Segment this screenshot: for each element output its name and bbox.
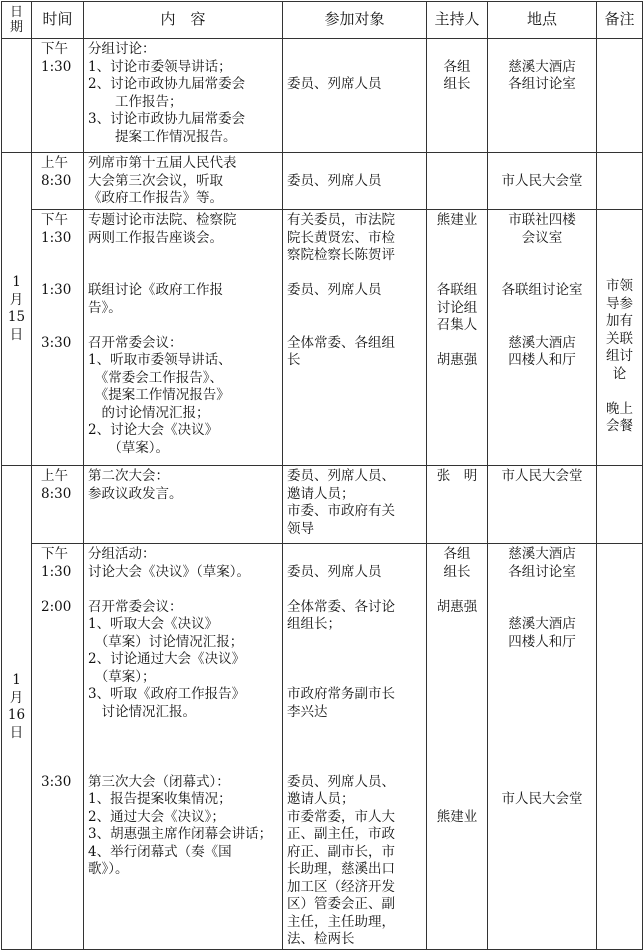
cell-line	[32, 634, 83, 652]
cell-line	[488, 686, 596, 704]
header-time: 时间	[32, 2, 84, 39]
cell-line: 长助理，慈溪出口	[287, 861, 395, 877]
cell-line: 《政府工作报告》等。	[88, 190, 223, 206]
cell-line: 3:30	[41, 334, 72, 351]
cell-line: 市委常委，市人大	[287, 808, 395, 825]
cell-line: （草案）。	[88, 439, 169, 456]
attendees-cell	[283, 153, 427, 210]
header-date-line: 期	[9, 20, 23, 35]
cell-line: 各联组讨论室	[501, 282, 583, 298]
note-cell	[597, 153, 643, 210]
host-cell	[427, 210, 488, 466]
place-cell	[488, 39, 597, 153]
cell-line: 委员、列席人员、	[287, 773, 395, 790]
time-cell	[32, 544, 84, 950]
cell-line: 慈溪大酒店	[508, 334, 576, 351]
cell-line	[488, 265, 596, 283]
date-cell-jan16	[2, 466, 32, 950]
cell-line: 市政府常务副市长	[287, 686, 395, 702]
cell-line: 导参	[606, 295, 633, 312]
cell-line: 市联社四楼	[508, 212, 576, 228]
cell-line	[283, 721, 426, 739]
header-date-line: 日	[9, 5, 23, 20]
cell-line: 胡惠强	[436, 352, 478, 368]
cell-line: 邀请人员；	[287, 791, 355, 807]
cell-line	[427, 247, 487, 265]
cell-line: 各联组	[436, 282, 478, 298]
cell-line: 召开常委会议：	[88, 334, 183, 351]
header-row	[2, 2, 643, 39]
cell-line: 歌》）。	[88, 861, 129, 877]
cell-line: 市人民大会堂	[501, 791, 583, 807]
cell-line: 1	[12, 672, 21, 689]
content-cell	[84, 39, 283, 153]
cell-line: 各组讨论室	[508, 563, 576, 580]
cell-line: 全体常委、各组组	[287, 334, 395, 351]
cell-line: 区）管委会正、副	[287, 896, 395, 912]
cell-line: 张 明	[436, 468, 478, 484]
cell-line	[488, 581, 596, 599]
cell-line: 委员、列席人员	[287, 76, 382, 92]
cell-line: （草案）；	[88, 668, 156, 685]
cell-line: 全体常委、各讨论	[287, 598, 395, 615]
cell-line	[84, 756, 282, 774]
cell-line	[32, 300, 83, 318]
cell-line	[84, 739, 282, 757]
cell-line: 讨论大会《决议》（草案）。	[88, 563, 250, 580]
cell-line: 下午	[41, 41, 68, 57]
place-cell	[488, 544, 597, 950]
cell-line	[283, 265, 426, 283]
place-cell	[488, 153, 597, 210]
cell-line	[84, 247, 282, 265]
cell-line: 1、报告提案收集情况；	[88, 791, 232, 807]
cell-line: 日	[9, 724, 24, 741]
cell-line: 委员、列席人员	[287, 563, 382, 580]
cell-line: 召集人	[436, 317, 478, 333]
host-cell	[427, 39, 488, 153]
cell-line: 大会第三次会议，听取	[88, 172, 223, 189]
cell-line: 慈溪大酒店	[508, 546, 576, 562]
cell-line	[32, 651, 83, 669]
cell-line: 日	[9, 326, 24, 343]
cell-line: 分组讨论：	[88, 41, 156, 57]
cell-line: 各组	[443, 546, 471, 562]
cell-line: 《常委会工作报告》、	[88, 369, 223, 386]
schedule-table	[1, 1, 643, 950]
cell-line: 3:30	[41, 773, 72, 790]
cell-line: 关联	[606, 330, 633, 347]
cell-line	[427, 739, 487, 757]
cell-line: 府正、副市长，市	[287, 843, 395, 860]
cell-line	[283, 756, 426, 774]
cell-line	[283, 41, 426, 59]
cell-line: 月	[9, 689, 24, 706]
cell-line: 1、听取市委领导讲话、	[88, 352, 232, 368]
cell-line: 2、讨论市政协九届常委会	[88, 76, 246, 92]
cell-line: 慈溪大酒店	[508, 616, 576, 632]
cell-line	[427, 616, 487, 634]
cell-line	[32, 265, 83, 283]
cell-line	[427, 774, 487, 792]
cell-line	[488, 300, 596, 318]
host-cell	[427, 544, 488, 950]
cell-line: 1、听取大会《决议》	[88, 616, 219, 632]
cell-line: 市人民大会堂	[501, 172, 583, 189]
cell-line: 论	[612, 365, 627, 382]
time-cell	[32, 466, 84, 544]
cell-line	[488, 669, 596, 687]
cell-line: 慈溪大酒店	[508, 58, 576, 75]
content-cell	[84, 153, 283, 210]
cell-line	[488, 317, 596, 335]
cell-line: 8:30	[41, 485, 72, 502]
cell-line: 专题讨论市法院、检察院	[88, 212, 237, 228]
cell-line	[32, 581, 83, 599]
cell-line: 有关委员，市法院	[287, 212, 395, 228]
cell-line	[283, 739, 426, 757]
cell-line	[427, 335, 487, 353]
cell-line: 主任，主任助理，	[287, 913, 395, 930]
cell-line: 下午	[41, 546, 68, 562]
cell-line: 列席市第十五届人民代表	[88, 155, 237, 171]
cell-line: 3、讨论市政协九届常委会	[88, 111, 246, 127]
cell-line	[597, 383, 642, 401]
cell-line: 下午	[41, 212, 68, 228]
cell-line	[32, 317, 83, 335]
cell-line: 《提案工作情况报告》	[88, 387, 230, 403]
cell-line	[84, 721, 282, 739]
table-row	[2, 210, 643, 466]
cell-line: 委员、列席人员	[287, 172, 382, 189]
cell-line: 院长黄贤宏、市检	[287, 229, 395, 246]
table-row	[2, 544, 643, 950]
cell-line: 4、举行闭幕式（奏《国	[88, 843, 232, 860]
cell-line	[427, 230, 487, 248]
cell-line: 领导	[287, 520, 314, 537]
cell-line: 察院检察长陈贺评	[287, 247, 395, 263]
cell-line	[283, 581, 426, 599]
cell-line: 四楼人和厅	[508, 352, 576, 368]
cell-line: 正、副主任，市政	[287, 826, 395, 842]
cell-line: 联组讨论《政府工作报	[88, 282, 223, 298]
note-cell-jan15	[597, 210, 643, 466]
cell-line: 两则工作报告座谈会。	[88, 229, 223, 246]
cell-line	[488, 721, 596, 739]
attendees-cell	[283, 39, 427, 153]
cell-line: 讨论组	[436, 299, 478, 316]
cell-line	[488, 651, 596, 669]
cell-line: 召开常委会议：	[88, 598, 183, 615]
cell-line: 胡惠强	[436, 598, 478, 615]
header-content: 内 容	[84, 2, 283, 39]
cell-line: 上午	[41, 155, 68, 171]
cell-line: 组长	[443, 563, 471, 580]
cell-line: 告》。	[88, 299, 122, 316]
cell-line: 委员、列席人员、	[287, 468, 395, 484]
date-cell-empty	[2, 39, 32, 153]
cell-line	[84, 265, 282, 283]
note-cell	[597, 466, 643, 544]
header-attendees: 参加对象	[283, 2, 427, 39]
cell-line: 第三次大会（闭幕式）：	[88, 773, 230, 790]
cell-line: 长	[287, 352, 301, 368]
cell-line	[427, 791, 487, 809]
cell-line: 李兴达	[287, 703, 328, 720]
cell-line: 四楼人和厅	[508, 633, 576, 650]
cell-line	[488, 739, 596, 757]
cell-line: 加工区（经济开发	[287, 878, 395, 895]
cell-line: 2、讨论大会《决议》	[88, 422, 219, 438]
cell-line: 的讨论情况汇报；	[88, 404, 210, 421]
cell-line	[427, 704, 487, 722]
cell-line	[32, 616, 83, 634]
cell-line: 各组	[443, 58, 471, 75]
cell-line: 会餐	[606, 418, 633, 434]
cell-line: 组长	[443, 76, 471, 92]
cell-line	[488, 41, 596, 59]
cell-line	[427, 41, 487, 59]
cell-line	[283, 651, 426, 669]
cell-line: 各组讨论室	[508, 76, 576, 92]
cell-line: 工作报告；	[88, 93, 183, 110]
cell-line: 第二次大会：	[88, 468, 169, 484]
cell-line	[84, 581, 282, 599]
cell-line	[488, 247, 596, 265]
cell-line: （草案）讨论情况汇报；	[88, 633, 244, 650]
note-cell	[597, 544, 643, 950]
cell-line: 2、讨论通过大会《决议》	[88, 651, 246, 667]
cell-line: 法、检两长	[287, 931, 355, 947]
cell-line: 分组活动：	[88, 546, 156, 562]
host-cell	[427, 466, 488, 544]
content-cell	[84, 466, 283, 544]
place-cell	[488, 466, 597, 544]
cell-line: 1:30	[41, 229, 72, 246]
cell-line: 3、听取《政府工作报告》	[88, 686, 246, 702]
header-date	[2, 2, 32, 39]
cell-line: 1	[12, 274, 21, 290]
cell-line: 2、通过大会《决议》；	[88, 808, 225, 825]
cell-line	[84, 317, 282, 335]
cell-line: 晚上	[606, 400, 633, 417]
header-place: 地点	[488, 2, 597, 39]
cell-line: 3、胡惠强主席作闭幕会讲话；	[88, 826, 273, 842]
content-cell	[84, 210, 283, 466]
attendees-cell	[283, 210, 427, 466]
cell-line	[427, 721, 487, 739]
cell-line	[283, 317, 426, 335]
cell-line	[427, 634, 487, 652]
cell-line	[427, 265, 487, 283]
cell-line	[283, 300, 426, 318]
cell-line	[488, 599, 596, 617]
cell-line: 加有	[606, 313, 633, 329]
cell-line: 提案工作情况报告。	[88, 128, 237, 145]
attendees-cell	[283, 544, 427, 950]
cell-line: 上午	[41, 468, 68, 484]
cell-line	[427, 581, 487, 599]
cell-line	[488, 756, 596, 774]
cell-line	[32, 686, 83, 704]
cell-line: 组组长；	[287, 616, 341, 632]
cell-line: 16	[7, 707, 26, 724]
cell-line: 1:30	[41, 282, 72, 298]
cell-line: 1:30	[41, 563, 72, 580]
host-cell	[427, 153, 488, 210]
cell-line	[283, 634, 426, 652]
cell-line	[32, 247, 83, 265]
cell-line	[488, 704, 596, 722]
cell-line: 1、讨论市委领导讲话；	[88, 58, 232, 75]
header-note: 备注	[597, 2, 643, 39]
cell-line	[32, 739, 83, 757]
cell-line	[32, 704, 83, 722]
cell-line: 月	[9, 291, 24, 308]
cell-line: 8:30	[41, 172, 72, 189]
cell-line	[32, 669, 83, 687]
cell-line: 熊建业	[436, 808, 478, 825]
cell-line: 2:00	[41, 598, 72, 615]
cell-line	[283, 546, 426, 564]
time-cell	[32, 39, 84, 153]
cell-line: 邀请人员；	[287, 485, 355, 502]
cell-line: 1:30	[41, 58, 72, 75]
cell-line	[283, 669, 426, 687]
cell-line: 会议室	[521, 229, 563, 246]
cell-line: 熊建业	[436, 212, 478, 228]
cell-line	[427, 651, 487, 669]
cell-line: 市委、市政府有关	[287, 503, 395, 519]
cell-line	[427, 686, 487, 704]
table-row	[2, 39, 643, 153]
time-cell	[32, 153, 84, 210]
cell-line: 15	[7, 309, 26, 325]
content-cell	[84, 544, 283, 950]
table-row	[2, 153, 643, 210]
cell-line	[283, 59, 426, 77]
cell-line: 讨论情况汇报。	[88, 703, 196, 720]
cell-line	[488, 155, 596, 173]
time-cell	[32, 210, 84, 466]
date-cell-jan15	[2, 153, 32, 466]
attendees-cell	[283, 466, 427, 544]
cell-line: 组讨	[606, 348, 633, 364]
cell-line	[427, 669, 487, 687]
cell-line	[32, 756, 83, 774]
cell-line: 委员、列席人员	[287, 282, 382, 298]
table-row	[2, 466, 643, 544]
cell-line	[32, 721, 83, 739]
header-host: 主持人	[427, 2, 488, 39]
cell-line: 参政议政发言。	[88, 485, 183, 502]
note-cell	[597, 39, 643, 153]
cell-line: 市人民大会堂	[501, 468, 583, 484]
cell-line	[488, 774, 596, 792]
cell-line	[283, 155, 426, 173]
place-cell	[488, 210, 597, 466]
cell-line	[427, 756, 487, 774]
cell-line: 市领	[606, 278, 633, 294]
